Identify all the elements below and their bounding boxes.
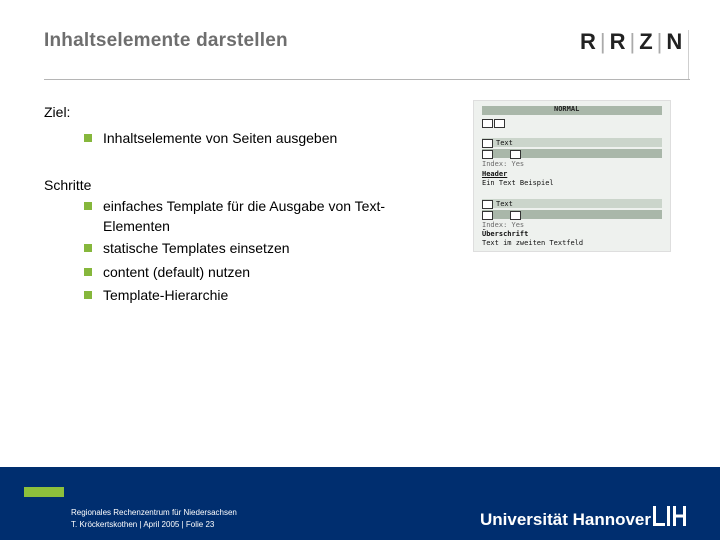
steps-label: Schritte [44, 177, 92, 193]
move-icon [510, 211, 521, 220]
text-element-icon [482, 139, 493, 148]
element-type: Text [496, 200, 513, 208]
logo-letter: Z [639, 29, 654, 54]
paste-icon [494, 119, 505, 128]
bullet-icon [84, 268, 92, 276]
edit-icon [482, 211, 493, 220]
edit-icon [482, 150, 493, 159]
footer-author-date: T. Kröckertskothen | April 2005 | Folie 23 [71, 520, 215, 529]
university-name: Universität Hannover [480, 510, 651, 529]
element-toolbar [482, 210, 662, 219]
header-vertical-divider [688, 30, 689, 80]
goal-label: Ziel: [44, 104, 71, 120]
element-header: Header [482, 170, 508, 178]
bullet-icon [84, 244, 92, 252]
footer-org: Regionales Rechenzentrum für Niedersachsen [71, 508, 237, 517]
slide-title: Inhaltselemente darstellen [44, 30, 288, 51]
bullet-icon [84, 202, 92, 210]
bullet-icon [84, 134, 92, 142]
footer-accent [24, 487, 64, 497]
column-header: NORMAL [554, 105, 580, 113]
luh-logo [653, 506, 689, 526]
logo-letter: R [609, 29, 627, 54]
header-divider [44, 79, 690, 80]
new-element-icon [482, 119, 493, 128]
element-body: Text im zweiten Textfeld [482, 239, 584, 247]
logo-letter: N [666, 29, 684, 54]
element-index: Index: Yes [482, 221, 525, 229]
element-toolbar [482, 149, 662, 158]
text-element-icon [482, 200, 493, 209]
move-icon [510, 150, 521, 159]
element-body: Ein Text Beispiel [482, 179, 554, 187]
rrzn-logo: R | R | Z | N [580, 29, 684, 54]
bullet-icon [84, 291, 92, 299]
element-type: Text [496, 139, 513, 147]
cms-screenshot [473, 100, 671, 252]
element-index: Index: Yes [482, 160, 525, 168]
element-header: Überschrift [482, 230, 529, 238]
logo-letter: R [580, 29, 597, 54]
